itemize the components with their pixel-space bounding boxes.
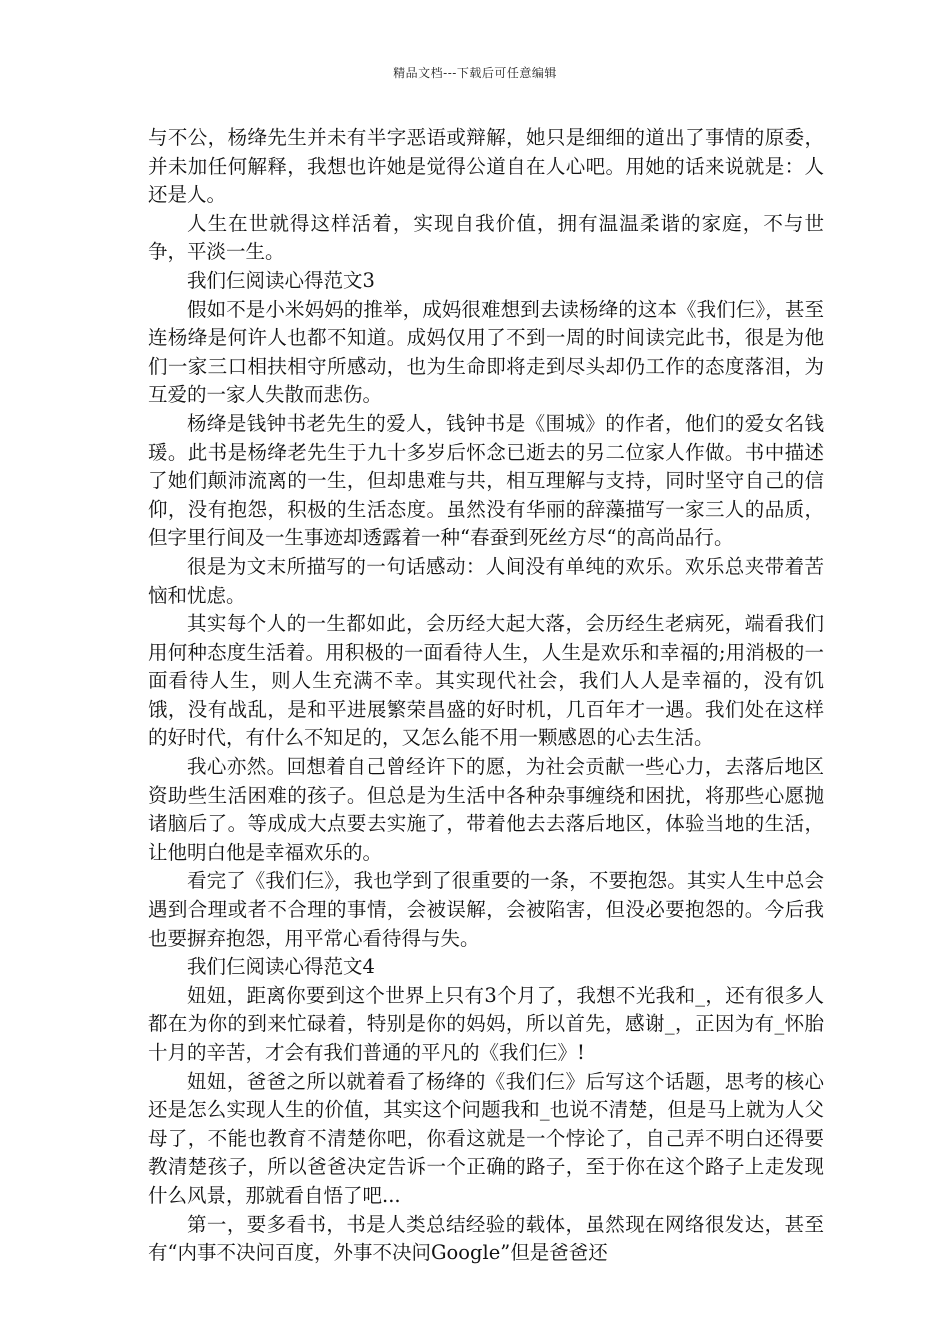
- paragraph: 看完了《我们仨》，我也学到了很重要的一条，不要抱怨。其实人生中总会遇到合理或者不合理的事情，会被误解，会被陷害，但没必要抱怨的。今后我也要摒弃抱怨，用平常心看待得与失。: [148, 869, 824, 950]
- paragraph: 其实每个人的一生都如此，会历经大起大落，会历经生老病死，端看我们用何种态度生活着。用积极的一面看待人生，人生是欢乐和幸福的;用消极的一面看待人生，则人生充满不幸。其实现代社会，我们人人是幸福的，没有饥饿，没有战乱，是和平进展繁荣昌盛的好时机，几百年才一遇。我们处在这样的好时代，有什么不知足的，又怎么能不用一颗感恩的心去生活。: [148, 612, 824, 750]
- paragraph: 妞妞，距离你要到这个世界上只有3个月了，我想不光我和_，还有很多人都在为你的到来忙碌着，特别是你的妈妈，所以首先，感谢_，正因为有_怀胎十月的辛苦，才会有我们普通的平凡的《我们仨》!: [148, 983, 824, 1064]
- paragraph: 妞妞，爸爸之所以就着看了杨绛的《我们仨》后写这个话题，思考的核心还是怎么实现人生的价值，其实这个问题我和_也说不清楚，但是马上就为人父母了，不能也教育不清楚你吧，你看这就是一个悖论了，自己弄不明白还得要教清楚孩子，所以爸爸决定告诉一个正确的路子，至于你在这个路子上走发现什么风景，那就看自悟了吧...: [148, 1069, 824, 1207]
- page-header: 精品文档---下载后可任意编辑: [393, 66, 557, 80]
- paragraph: 第一，要多看书，书是人类总结经验的载体，虽然现在网络很发达，甚至有“内事不决问百度，外事不决问Google”但是爸爸还: [148, 1212, 824, 1265]
- paragraph-continuation: 与不公，杨绛先生并未有半字恶语或辩解，她只是细细的道出了事情的原委，并未加任何解释，我想也许她是觉得公道自在人心吧。用她的话来说就是：人还是人。: [148, 126, 824, 207]
- paragraph: 假如不是小米妈妈的推举，成妈很难想到去读杨绛的这本《我们仨》，甚至连杨绛是何许人也都不知道。成妈仅用了不到一周的时间读完此书，很是为他们一家三口相扶相守所感动，也为生命即将走到尽头却仍工作的态度落泪，为互爱的一家人失散而悲伤。: [148, 297, 824, 407]
- paragraph: 很是为文末所描写的一句话感动：人间没有单纯的欢乐。欢乐总夹带着苦恼和忧虑。: [148, 554, 824, 607]
- section-heading: 我们仨阅读心得范文4: [187, 955, 375, 979]
- paragraph: 人生在世就得这样活着，实现自我价值，拥有温温柔谐的家庭，不与世争，平淡一生。: [148, 211, 824, 264]
- document-body: [148, 124, 824, 1268]
- paragraph: 杨绛是钱钟书老先生的爱人，钱钟书是《围城》的作者，他们的爱女名钱瑗。此书是杨绛老先生于九十多岁后怀念已逝去的另二位家人作做。书中描述了她们颠沛流离的一生，但却患难与共，相互理解与支持，同时坚守自己的信仰，没有抱怨，积极的生活态度。虽然没有华丽的辞藻描写一家三人的品质，但字里行间及一生事迹却透露着一种“春蚕到死丝方尽“的高尚品行。: [148, 411, 824, 550]
- section-heading: 我们仨阅读心得范文3: [187, 268, 375, 292]
- paragraph: 我心亦然。回想着自己曾经许下的愿，为社会贡献一些心力，去落后地区资助些生活困难的孩子。但总是为生活中各种杂事缠绕和困扰，将那些心愿抛诸脑后了。等成成大点要去实施了，带着他去去落后地区，体验当地的生活，让他明白他是幸福欢乐的。: [148, 755, 824, 864]
